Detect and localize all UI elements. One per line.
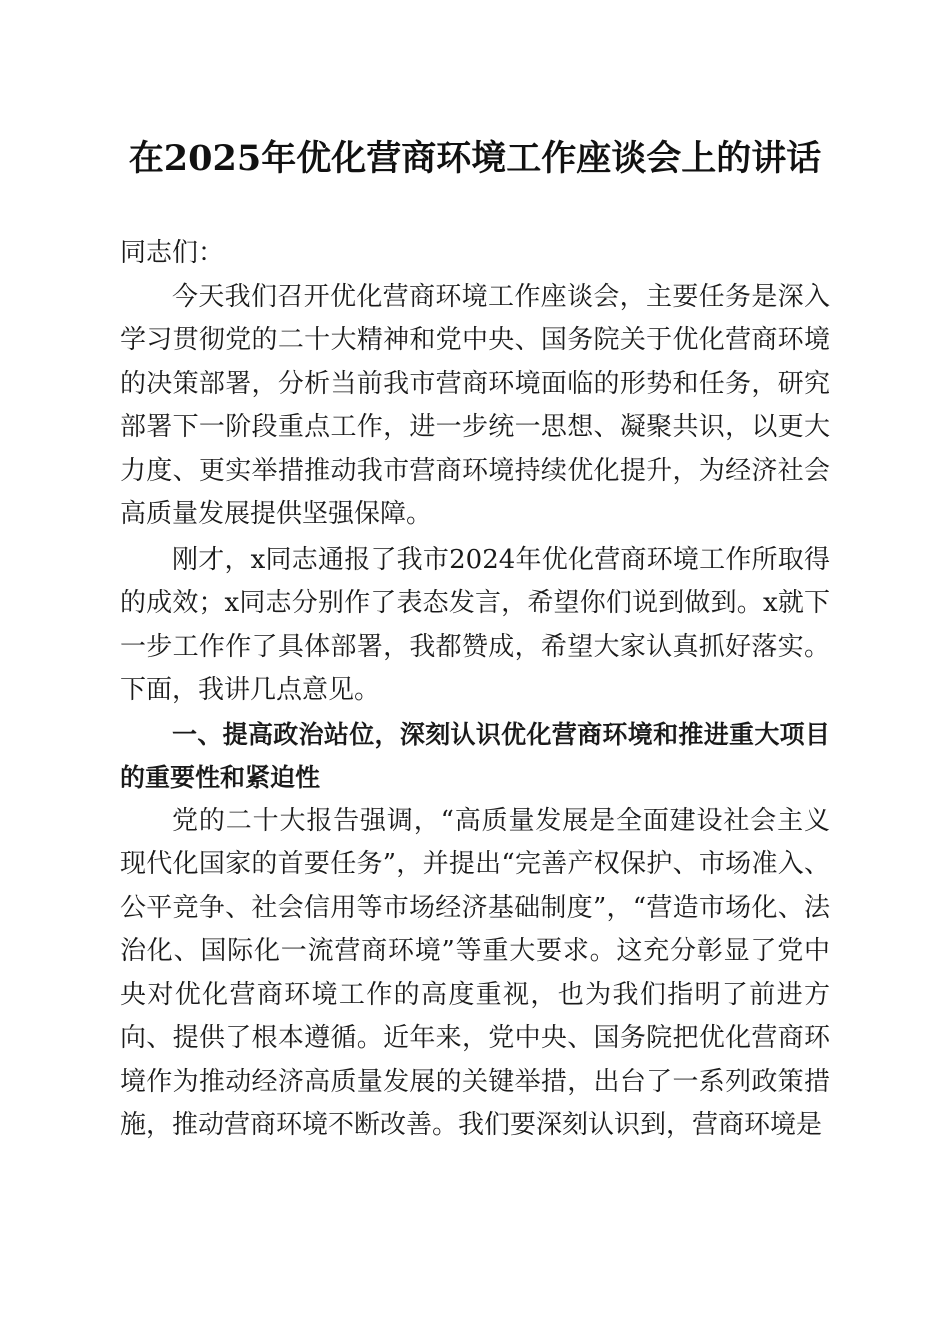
salutation: 同志们： bbox=[120, 238, 225, 268]
document-body bbox=[120, 232, 830, 1148]
section-heading-1: 一、提高政治站位，深刻认识优化营商环境和推进重大项目的重要性和紧迫性 bbox=[120, 719, 830, 792]
paragraph-section-1: 党的二十大报告强调，“高质量发展是全面建设社会主义现代化国家的首要任务”，并提出“完善产权保护、市场准入、公平竞争、社会信用等市场经济基础制度”，“营造市场化、法治化、国际化一流营商环境”等重大要求。这充分彰显了党中央对优化营商环境工作的高度重视，也为我们指明了前进方向、提供了根本遵循。近年来，党中央、国务院把优化营商环境作为推动经济高质量发展的关键举措，出台了一系列政策措施，推动营商环境不断改善。我们要深刻认识到，营商环境是 bbox=[120, 805, 830, 1140]
paragraph-review: 刚才，x同志通报了我市2024年优化营商环境工作所取得的成效；x同志分别作了表态发言，希望你们说到做到。x就下一步工作作了具体部署，我都赞成，希望大家认真抓好落实。下面，我讲几点意见。 bbox=[120, 544, 830, 705]
document-title: 在2025年优化营商环境工作座谈会上的讲话 bbox=[128, 138, 822, 179]
paragraph-intro: 今天我们召开优化营商环境工作座谈会，主要任务是深入学习贯彻党的二十大精神和党中央、国务院关于优化营商环境的决策部署，分析当前我市营商环境面临的形势和任务，研究部署下一阶段重点工作，进一步统一思想、凝聚共识，以更大力度、更实举措推动我市营商环境持续优化提升，为经济社会高质量发展提供坚强保障。 bbox=[120, 281, 830, 529]
